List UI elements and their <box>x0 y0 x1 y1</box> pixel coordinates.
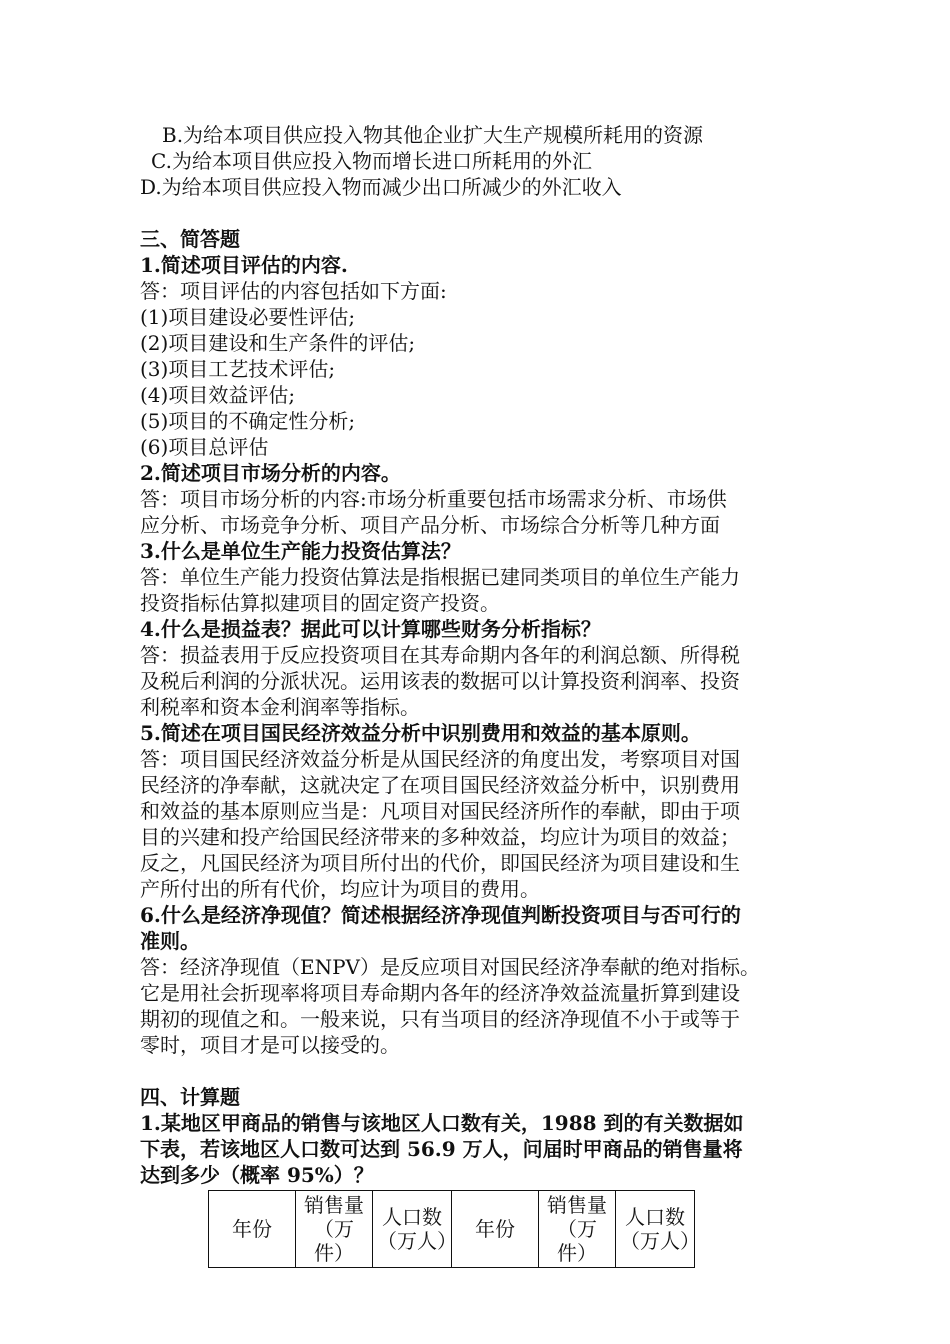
answer-5-line: 民经济的净奉献，这就决定了在项目国民经济效益分析中，识别费用 <box>140 773 740 797</box>
header-population: 人口数 （万人） <box>373 1191 452 1268</box>
answer-2-line: 应分析、市场竞争分析、项目产品分析、市场综合分析等几种方面 <box>140 513 720 537</box>
question-6: 6.什么是经济净现值？简述根据经济净现值判断投资项目与否可行的 <box>140 903 741 927</box>
answer-5-line: 答：项目国民经济效益分析是从国民经济的角度出发，考察项目对国 <box>140 747 740 771</box>
data-table <box>208 1190 700 1268</box>
answer-1-line: (1)项目建设必要性评估; <box>140 305 356 329</box>
calc-question-1: 1.某地区甲商品的销售与该地区人口数有关，1988 到的有关数据如 <box>140 1111 744 1135</box>
answer-2-line: 答：项目市场分析的内容:市场分析重要包括市场需求分析、市场供 <box>140 487 727 511</box>
option-d: D.为给本项目供应投入物而减少出口所减少的外汇收入 <box>140 175 622 199</box>
section-4-heading: 四、计算题 <box>140 1085 240 1109</box>
header-year: 年份 <box>452 1191 539 1268</box>
answer-6-line: 零时，项目才是可以接受的。 <box>140 1033 400 1057</box>
question-6: 准则。 <box>140 929 200 953</box>
answer-3-line: 答：单位生产能力投资估算法是指根据已建同类项目的单位生产能力 <box>140 565 740 589</box>
answer-1-line: (4)项目效益评估; <box>140 383 296 407</box>
question-5: 5.简述在项目国民经济效益分析中识别费用和效益的基本原则。 <box>140 721 701 745</box>
question-2: 2.简述项目市场分析的内容。 <box>140 461 401 485</box>
answer-1-line: (3)项目工艺技术评估; <box>140 357 336 381</box>
answer-1-line: 答：项目评估的内容包括如下方面: <box>140 279 447 303</box>
option-b: B.为给本项目供应投入物其他企业扩大生产规模所耗用的资源 <box>162 123 704 147</box>
header-sales: 销售量 （万件） <box>296 1191 373 1268</box>
section-3-heading: 三、简答题 <box>140 227 240 251</box>
header-population: 人口数 （万人） <box>616 1191 695 1268</box>
answer-1-line: (6)项目总评估 <box>140 435 269 459</box>
answer-6-line: 期初的现值之和。一般来说，只有当项目的经济净现值不小于或等于 <box>140 1007 740 1031</box>
header-sales: 销售量 （万件） <box>539 1191 616 1268</box>
header-year: 年份 <box>209 1191 296 1268</box>
table-header-row <box>209 1191 695 1268</box>
document-page <box>140 122 820 1268</box>
question-1: 1.简述项目评估的内容. <box>140 253 348 277</box>
question-3: 3.什么是单位生产能力投资估算法？ <box>140 539 461 563</box>
calc-question-1: 下表，若该地区人口数可达到 56.9 万人，问届时甲商品的销售量将 <box>140 1137 743 1161</box>
answer-6-line: 它是用社会折现率将项目寿命期内各年的经济净效益流量折算到建设 <box>140 981 740 1005</box>
calc-question-1: 达到多少（概率 95%）？ <box>140 1163 374 1187</box>
answer-5-line: 和效益的基本原则应当是：凡项目对国民经济所作的奉献，即由于项 <box>140 799 740 823</box>
answer-4-line: 及税后利润的分派状况。运用该表的数据可以计算投资利润率、投资 <box>140 669 740 693</box>
answer-3-line: 投资指标估算拟建项目的固定资产投资。 <box>140 591 500 615</box>
answer-1-line: (5)项目的不确定性分析; <box>140 409 356 433</box>
answer-5-line: 目的兴建和投产给国民经济带来的多种效益，均应计为项目的效益； <box>140 825 740 849</box>
question-4: 4.什么是损益表？据此可以计算哪些财务分析指标？ <box>140 617 601 641</box>
answer-1-line: (2)项目建设和生产条件的评估; <box>140 331 416 355</box>
answer-6-line: 答：经济净现值（ENPV）是反应项目对国民经济净奉献的绝对指标。 <box>140 955 760 979</box>
answer-4-line: 利税率和资本金利润率等指标。 <box>140 695 420 719</box>
answer-5-line: 反之，凡国民经济为项目所付出的代价，即国民经济为项目建设和生 <box>140 851 740 875</box>
option-c: C.为给本项目供应投入物而增长进口所耗用的外汇 <box>151 149 592 173</box>
answer-5-line: 产所付出的所有代价，均应计为项目的费用。 <box>140 877 540 901</box>
answer-4-line: 答：损益表用于反应投资项目在其寿命期内各年的利润总额、所得税 <box>140 643 740 667</box>
